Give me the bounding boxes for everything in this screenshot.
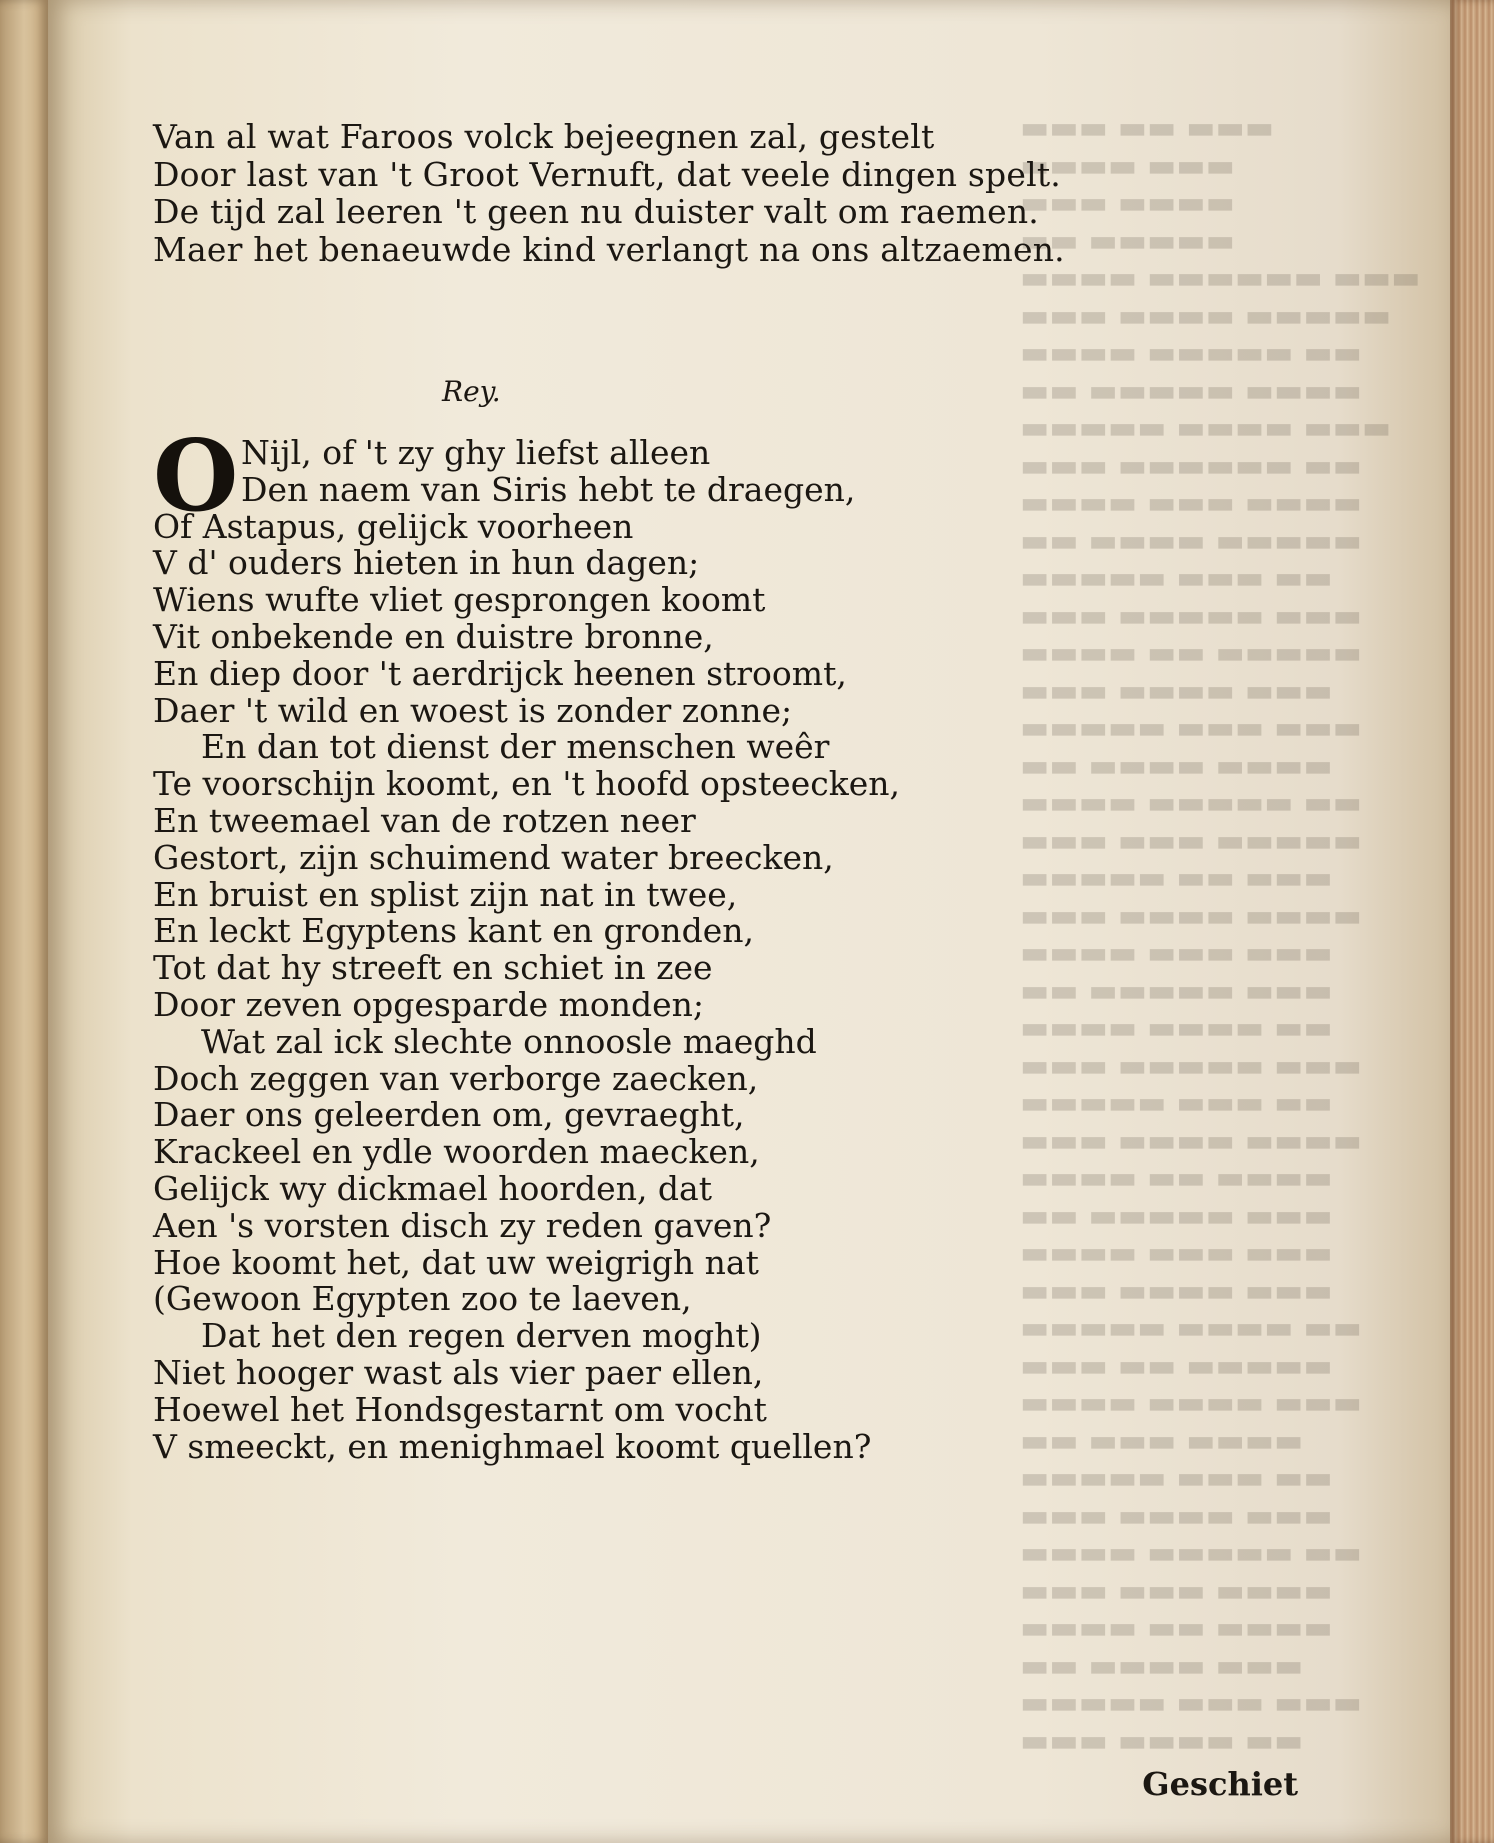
verse-line: En dan tot dienst der menschen weêr (201, 727, 830, 767)
verse-line: Doch zeggen van verborge zaecken, (153, 1058, 759, 1098)
prelude-verses (153, 118, 1293, 268)
verse-line: En bruist en splist zijn nat in twee, (153, 874, 738, 914)
verse-line: V smeeckt, en menighmael koomt quellen? (153, 1426, 872, 1466)
drop-cap: O (153, 419, 239, 534)
verse-line: Wat zal ick slechte onnoosle maeghd (201, 1021, 817, 1061)
verse-line: Door zeven opgesparde monden; (153, 984, 705, 1024)
verse-line: (Gewoon Egypten zoo te laeven, (153, 1279, 692, 1319)
verse-line: Van al wat Faroos volck bejeegnen zal, gestelt (153, 117, 935, 156)
verse-line: V d' ouders hieten in hun dagen; (153, 543, 700, 583)
poem-lines (153, 506, 1293, 1466)
verse-line: Krackeel en ydle woorden maecken, (153, 1132, 760, 1172)
verse-line: Wiens wufte vliet gesprongen koomt (153, 580, 766, 620)
verse-line: Aen 's vorsten disch zy reden gaven? (153, 1205, 772, 1245)
catchword: Geschiet (1142, 1765, 1298, 1803)
verse-line: Dat het den regen derven moght) (201, 1316, 762, 1356)
verse-line: Gestort, zijn schuimend water breecken, (153, 837, 834, 877)
show-through-text: ▬▬▬ ▬▬ ▬▬▬ ▬▬▬▬ ▬▬▬ ▬▬▬ ▬▬▬▬ ▬▬ ▬▬▬▬▬ ▬▬▬▬ ▬▬▬▬▬▬ ▬▬▬ ▬▬▬ ▬▬▬▬ ▬▬▬▬▬ ▬▬▬▬ ▬▬▬▬▬ ▬▬ ▬▬ ▬▬▬▬▬ ▬▬▬▬ ▬▬▬▬▬ ▬▬▬▬ ▬▬▬ ▬▬▬ ▬▬▬▬▬▬ ▬▬ ▬▬▬▬ ▬▬▬ ▬▬▬▬ ▬▬ ▬▬▬▬ ▬▬▬▬▬ ▬▬▬▬▬ ▬▬▬ ▬▬ ▬▬▬ ▬▬▬▬▬ ▬▬▬ ▬▬▬▬ ▬▬ ▬▬▬▬▬ ▬▬▬ ▬▬▬▬ ▬▬▬ ▬▬▬▬▬ ▬▬▬ ▬▬▬ ▬▬ ▬▬▬▬ ▬▬▬▬ ▬▬▬▬ ▬▬▬▬▬ ▬▬ ▬▬▬ ▬▬▬ ▬▬▬▬▬ ▬▬▬▬▬ ▬▬ ▬▬▬ ▬▬▬ ▬▬▬▬ ▬▬▬▬ ▬▬▬▬ ▬▬▬ ▬▬▬ ▬▬ ▬▬▬▬▬ ▬▬▬ ▬▬▬▬ ▬▬▬▬ ▬▬ ▬▬▬ ▬▬▬▬▬ ▬▬▬ ▬▬▬▬▬ ▬▬▬ ▬▬ ▬▬▬ ▬▬▬▬ ▬▬▬▬ ▬▬▬▬ ▬▬ ▬▬▬▬ ▬▬ ▬▬▬▬▬ ▬▬▬ ▬▬▬▬ ▬▬▬ ▬▬▬ ▬▬▬ ▬▬▬▬ ▬▬▬ ▬▬▬▬▬ ▬▬▬▬ ▬▬ ▬▬▬ ▬▬ ▬▬▬▬▬ ▬▬▬▬ ▬▬▬▬ ▬▬▬ ▬▬ ▬▬▬ ▬▬▬▬ ▬▬▬▬▬ ▬▬▬ ▬▬ ▬▬▬ ▬▬▬▬ ▬▬▬ ▬▬▬▬ ▬▬▬▬▬ ▬▬ ▬▬▬ ▬▬▬ ▬▬▬▬ ▬▬▬▬ ▬▬ ▬▬▬▬ ▬▬ ▬▬▬▬ ▬▬▬ ▬▬▬▬▬ ▬▬▬ ▬▬▬ ▬▬▬ ▬▬▬▬ ▬▬ (1020, 110, 1421, 1759)
verse-line: Daer 't wild en woest is zonder zonne; (153, 690, 793, 730)
verse-line: Hoewel het Hondsgestarnt om vocht (153, 1389, 767, 1429)
verse-line: Door last van 't Groot Vernuft, dat veele dingen spelt. (153, 154, 1061, 194)
verse-line: De tijd zal leeren 't geen nu duister valt om raemen. (153, 192, 1039, 231)
facing-page-edge (0, 0, 48, 1843)
page-edges (1450, 0, 1494, 1843)
verse-line: Gelijck wy dickmael hoorden, dat (153, 1168, 712, 1208)
verse-line: Of Astapus, gelijck voorheen (153, 506, 634, 546)
verse-line: Hoe koomt het, dat uw weigrigh nat (153, 1242, 759, 1282)
poem-opening (241, 435, 1293, 509)
verse-line: En leckt Egyptens kant en gronden, (153, 911, 754, 951)
verse-line: En diep door 't aerdrijck heenen stroomt, (153, 653, 847, 693)
verse-line: Maer het benaeuwde kind verlangt na ons altzaemen. (153, 229, 1065, 269)
verse-line: Nijl, of 't zy ghy liefst alleen (241, 433, 711, 472)
verse-line: Te voorschijn koomt, en 't hoofd opsteecken, (153, 764, 900, 804)
verse-line: Vit onbekende en duistre bronne, (153, 616, 714, 656)
verse-line: Niet hooger wast als vier paer ellen, (153, 1352, 764, 1392)
verse-line: Den naem van Siris hebt te draegen, (241, 469, 856, 509)
poem-body (153, 419, 1293, 1466)
verse-line: Tot dat hy streeft en schiet in zee (153, 948, 713, 988)
verse-line: Daer ons geleerden om, gevraeght, (153, 1095, 745, 1135)
section-heading: Rey. (442, 375, 501, 408)
verse-line: En tweemael van de rotzen neer (153, 800, 696, 840)
